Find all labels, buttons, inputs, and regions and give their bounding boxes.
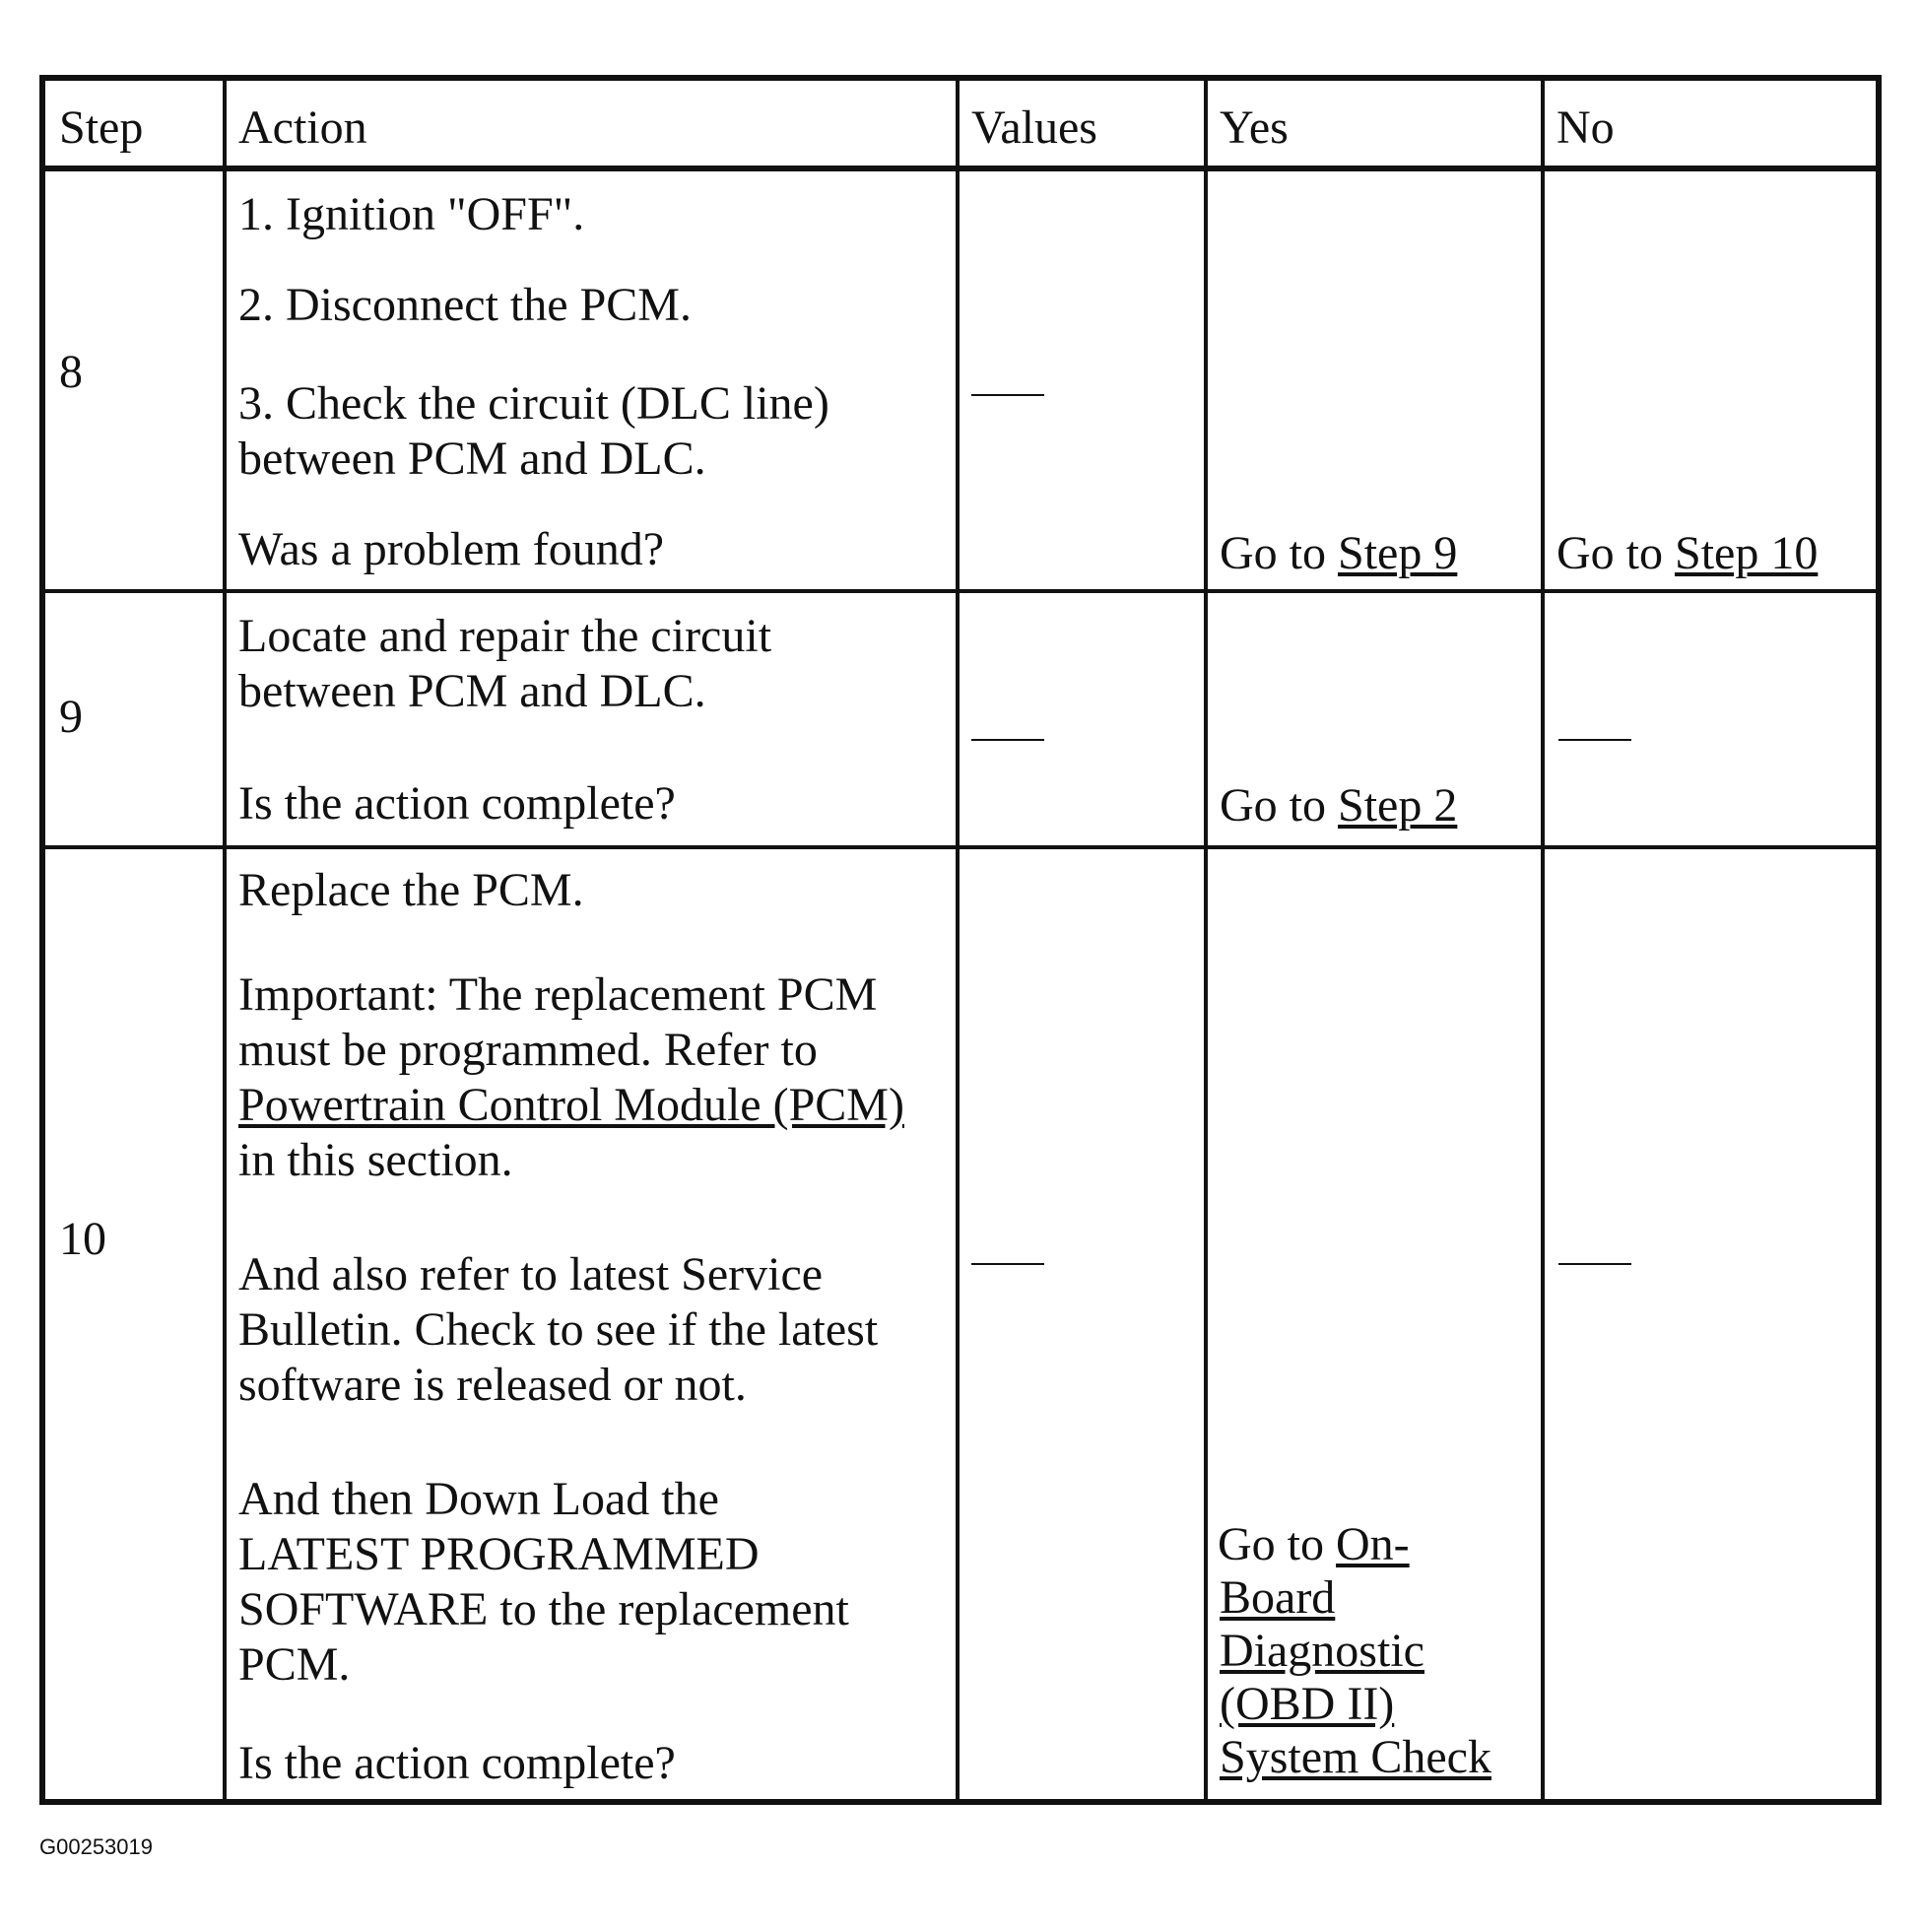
link-step-2[interactable]: Step 2: [1338, 779, 1458, 832]
action-line: between PCM and DLC.: [238, 665, 706, 717]
action-line: 3. Check the circuit (DLC line): [238, 377, 829, 430]
action-line: Bulletin. Check to see if the latest: [238, 1303, 879, 1356]
link-step-9[interactable]: Step 9: [1338, 527, 1458, 579]
step-number: 8: [59, 346, 83, 398]
header-values: Values: [971, 101, 1097, 154]
yes-cell: [1220, 526, 1457, 581]
action-line: 1. Ignition "OFF".: [238, 188, 585, 240]
link-powertrain-control-module[interactable]: Powertrain Control Module (PCM): [238, 1079, 904, 1131]
action-line: PCM.: [238, 1638, 351, 1691]
link-obd-system-check[interactable]: On-: [1336, 1518, 1410, 1570]
column-divider: [1204, 81, 1208, 1799]
action-line: SOFTWARE to the replacement: [238, 1583, 849, 1635]
action-line: Important: The replacement PCM: [238, 968, 878, 1021]
action-line: And also refer to latest Service: [238, 1248, 824, 1300]
header-yes: Yes: [1220, 101, 1289, 154]
header-divider: [45, 166, 1876, 171]
yes-prefix: Go to: [1220, 527, 1338, 579]
column-divider: [1541, 81, 1545, 1799]
link-obd-system-check[interactable]: (OBD II): [1220, 1678, 1395, 1730]
action-line: Locate and repair the circuit: [238, 610, 772, 662]
header-action: Action: [238, 101, 367, 154]
yes-prefix: Go to: [1220, 779, 1338, 832]
values-dash: [971, 394, 1044, 396]
row-divider: [45, 589, 1876, 593]
values-dash: [971, 739, 1044, 741]
link-obd-system-check[interactable]: Board: [1220, 1571, 1336, 1624]
step-number: 10: [59, 1213, 106, 1265]
figure-id: G00253019: [39, 1834, 153, 1859]
no-cell: [1557, 526, 1818, 581]
link-obd-system-check[interactable]: System Check: [1220, 1731, 1491, 1783]
row-divider: [45, 845, 1876, 849]
header-no: No: [1557, 101, 1615, 154]
action-line: in this section.: [238, 1134, 513, 1186]
diagnostic-table: [39, 75, 1882, 1805]
action-question: Is the action complete?: [238, 777, 676, 830]
action-line: And then Down Load the: [238, 1473, 719, 1525]
action-line: LATEST PROGRAMMED: [238, 1528, 760, 1580]
no-dash: [1558, 739, 1631, 741]
action-line: Replace the PCM.: [238, 864, 584, 916]
column-divider: [956, 81, 960, 1799]
link-step-10[interactable]: Step 10: [1675, 527, 1819, 579]
action-line: 2. Disconnect the PCM.: [238, 279, 692, 331]
action-question: Was a problem found?: [238, 523, 664, 575]
header-step: Step: [59, 101, 144, 154]
column-divider: [223, 81, 227, 1799]
link-obd-system-check[interactable]: Diagnostic: [1220, 1625, 1424, 1677]
action-question: Is the action complete?: [238, 1737, 676, 1789]
action-line: must be programmed. Refer to: [238, 1024, 818, 1076]
yes-cell: [1220, 778, 1457, 833]
action-line: software is released or not.: [238, 1359, 747, 1411]
yes-cell: [1218, 1517, 1410, 1572]
no-prefix: Go to: [1557, 527, 1675, 579]
values-dash: [971, 1263, 1044, 1265]
yes-prefix: Go to: [1218, 1518, 1336, 1570]
action-line: between PCM and DLC.: [238, 433, 706, 485]
step-number: 9: [59, 691, 83, 743]
no-dash: [1558, 1263, 1631, 1265]
